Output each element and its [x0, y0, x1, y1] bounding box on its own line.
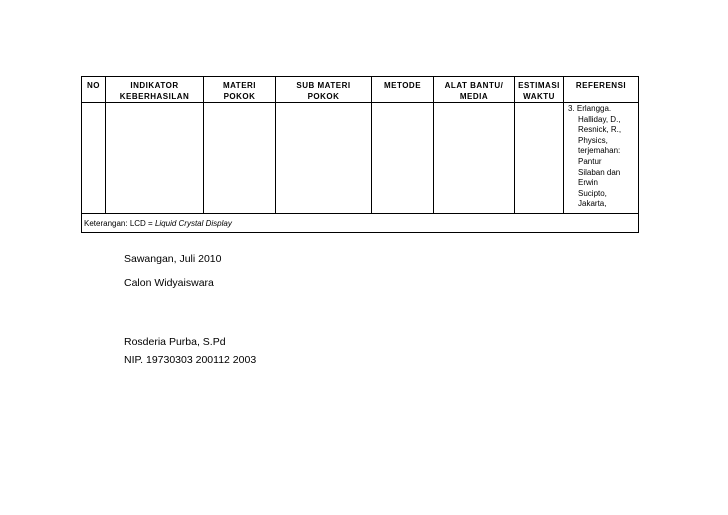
signer-name: Rosderia Purba, S.Pd: [124, 336, 226, 348]
cell-no: [82, 103, 106, 214]
cell-materi-pokok: [204, 103, 276, 214]
table-row: [82, 103, 639, 214]
place-date: Sawangan, Juli 2010: [124, 253, 222, 265]
header-materi-pokok: MATERI POKOK: [204, 77, 276, 103]
cell-indikator: [106, 103, 204, 214]
header-estimasi: ESTIMASI WAKTU: [515, 77, 564, 103]
cell-estimasi: [515, 103, 564, 214]
referensi-text: [564, 103, 638, 210]
cell-referensi: [564, 103, 639, 214]
ref-line: Sucipto,: [578, 188, 607, 198]
ref-line: Resnick, R.,: [578, 125, 622, 135]
header-alat-bantu: ALAT BANTU/ MEDIA: [434, 77, 515, 103]
ref-line: Silaban dan: [578, 167, 621, 177]
ref-line: 3. Erlangga.: [568, 104, 612, 113]
ref-line: Erwin: [578, 178, 599, 188]
ref-line: Pantur: [578, 156, 602, 166]
ref-line: Physics,: [578, 135, 608, 145]
ref-line: terjemahan:: [578, 146, 621, 156]
note-italic: Liquid Crystal Display: [154, 218, 232, 228]
table-header-row: [82, 77, 639, 103]
signer-role: Calon Widyaiswara: [124, 277, 214, 289]
lesson-plan-table: [81, 76, 639, 233]
header-sub-materi: SUB MATERI POKOK: [276, 77, 372, 103]
ref-line: Halliday, D.,: [578, 114, 621, 124]
signer-nip: NIP. 19730303 200112 2003: [124, 354, 257, 366]
keterangan-note: Keterangan: LCD = Liquid Crystal Display: [82, 214, 639, 233]
header-referensi: REFERENSI: [564, 77, 639, 103]
ref-line: Jakarta,: [578, 199, 607, 209]
cell-alat-bantu: [434, 103, 515, 214]
note-row: [82, 214, 639, 233]
header-indikator: INDIKATOR KEBERHASILAN: [106, 77, 204, 103]
cell-metode: [372, 103, 434, 214]
header-metode: METODE: [372, 77, 434, 103]
cell-sub-materi: [276, 103, 372, 214]
header-no: NO: [82, 77, 106, 103]
